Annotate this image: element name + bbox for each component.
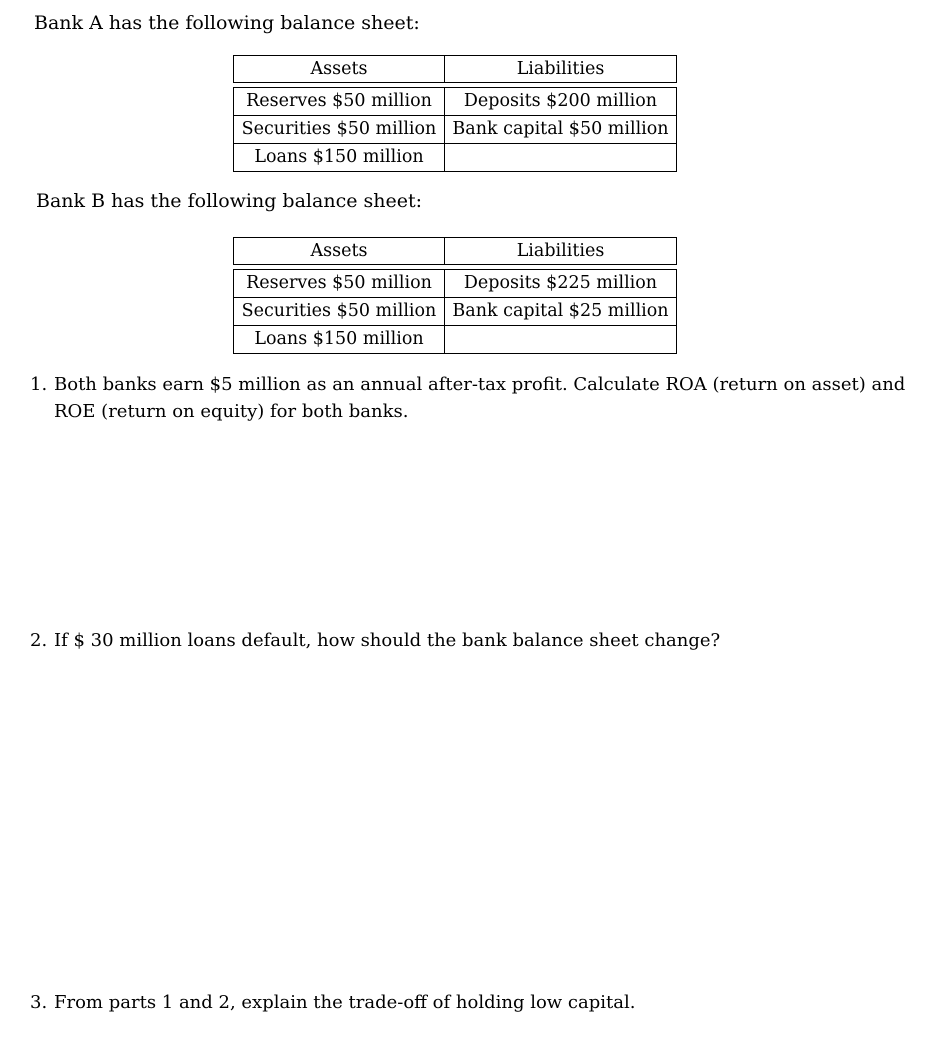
asset-cell: Loans $150 million (234, 326, 445, 353)
question-text: If $ 30 million loans default, how should the bank balance sheet change? (54, 630, 721, 651)
table-row (234, 88, 676, 116)
table-row (234, 116, 676, 144)
table-body (233, 269, 677, 354)
table-row (234, 298, 676, 326)
asset-cell: Securities $50 million (234, 116, 445, 143)
liability-cell (445, 144, 676, 171)
question-2 (30, 627, 920, 654)
question-number: 3. (30, 992, 48, 1013)
question-text: Both banks earn $5 million as an annual after-tax profit. Calculate ROA (return on asset) and ROE (return on equity) for both banks. (54, 374, 906, 422)
question-text: From parts 1 and 2, explain the trade-off of holding low capital. (54, 992, 636, 1013)
bank-a-intro: Bank A has the following balance sheet: (34, 12, 420, 34)
question-number: 2. (30, 630, 48, 651)
table-row (234, 270, 676, 298)
table-row (234, 144, 676, 171)
asset-cell: Securities $50 million (234, 298, 445, 325)
question-3 (30, 989, 920, 1016)
question-number: 1. (30, 374, 48, 395)
bank-a-balance-sheet (233, 55, 677, 172)
assets-header: Assets (234, 56, 445, 82)
table-header-row (233, 55, 677, 83)
bank-b-balance-sheet (233, 237, 677, 354)
liability-cell: Bank capital $25 million (452, 301, 669, 321)
liabilities-header: Liabilities (516, 241, 605, 261)
question-1 (30, 371, 920, 425)
asset-cell: Loans $150 million (234, 144, 445, 171)
asset-cell: Reserves $50 million (234, 270, 445, 297)
liability-cell: Deposits $225 million (463, 273, 658, 293)
table-row (234, 326, 676, 353)
asset-cell: Reserves $50 million (234, 88, 445, 115)
bank-b-intro: Bank B has the following balance sheet: (36, 190, 423, 212)
liability-cell: Bank capital $50 million (452, 119, 669, 139)
table-header-row (233, 237, 677, 265)
table-body (233, 87, 677, 172)
liability-cell (445, 326, 676, 353)
assets-header: Assets (234, 238, 445, 264)
liability-cell: Deposits $200 million (463, 91, 658, 111)
liabilities-header: Liabilities (516, 59, 605, 79)
